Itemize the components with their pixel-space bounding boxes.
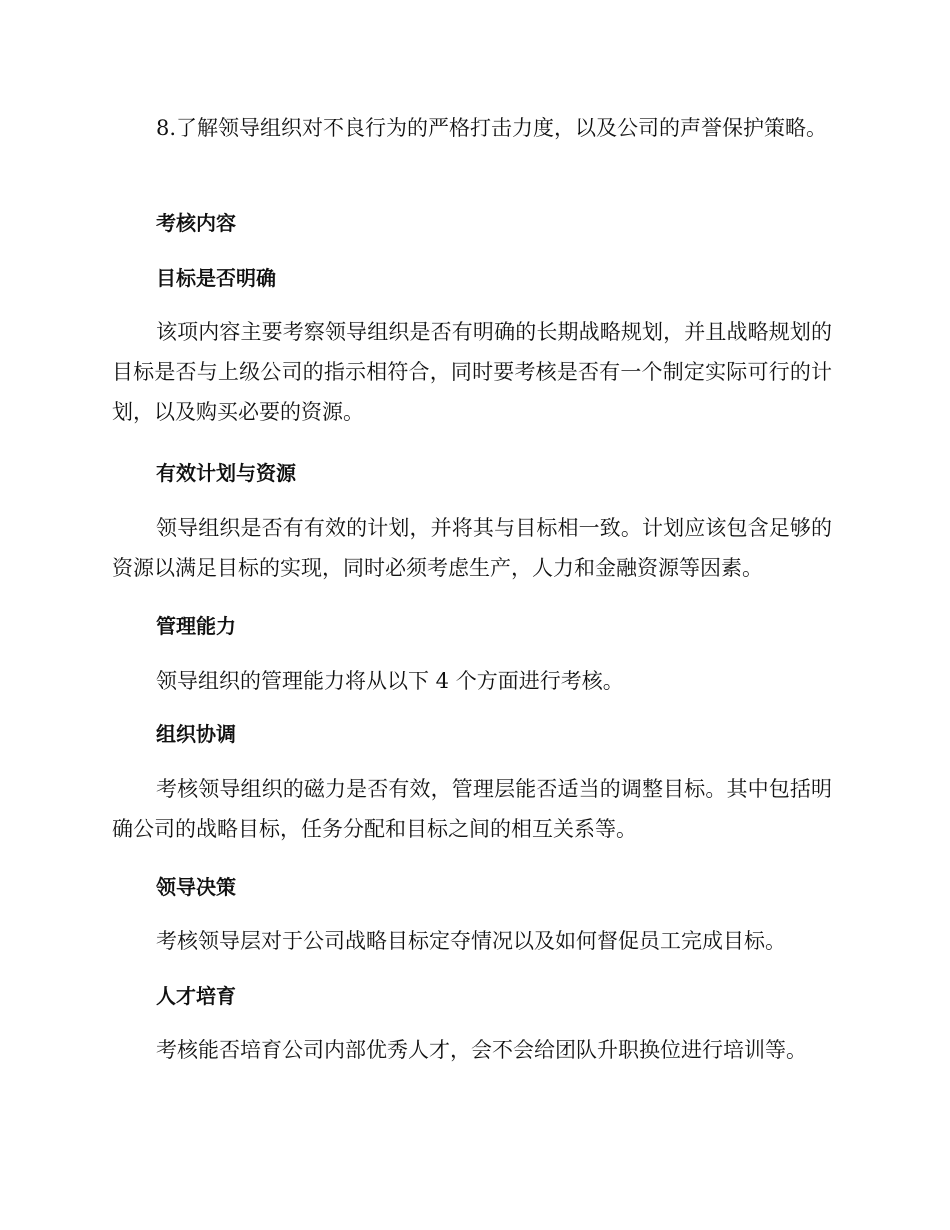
coord-heading: 组织协调	[156, 722, 236, 746]
coord-paragraph: 考核领导组织的磁力是否有效，管理层能否适当的调整目标。其中包括明确公司的战略目标，任务分配和目标之间的相互关系等。	[112, 777, 832, 841]
intro-paragraph: 8.了解领导组织对不良行为的严格打击力度，以及公司的声誉保护策略。	[156, 116, 828, 140]
talent-heading: 人才培育	[156, 984, 236, 1008]
goal-heading: 目标是否明确	[156, 266, 276, 290]
section-title: 考核内容	[156, 211, 236, 235]
decision-heading: 领导决策	[156, 875, 236, 899]
talent-paragraph: 考核能否培育公司内部优秀人才，会不会给团队升职换位进行培训等。	[156, 1038, 807, 1062]
plan-heading: 有效计划与资源	[156, 461, 296, 485]
mgmt-paragraph: 领导组织的管理能力将从以下 4 个方面进行考核。	[156, 669, 624, 693]
goal-paragraph: 该项内容主要考察领导组织是否有明确的长期战略规划，并且战略规划的目标是否与上级公司的指示相符合，同时要考核是否有一个制定实际可行的计划，以及购买必要的资源。	[112, 320, 832, 424]
mgmt-heading: 管理能力	[156, 614, 236, 638]
plan-paragraph: 领导组织是否有有效的计划，并将其与目标相一致。计划应该包含足够的资源以满足目标的实现，同时必须考虑生产，人力和金融资源等因素。	[112, 516, 832, 580]
decision-paragraph: 考核领导层对于公司战略目标定夺情况以及如何督促员工完成目标。	[156, 929, 786, 953]
